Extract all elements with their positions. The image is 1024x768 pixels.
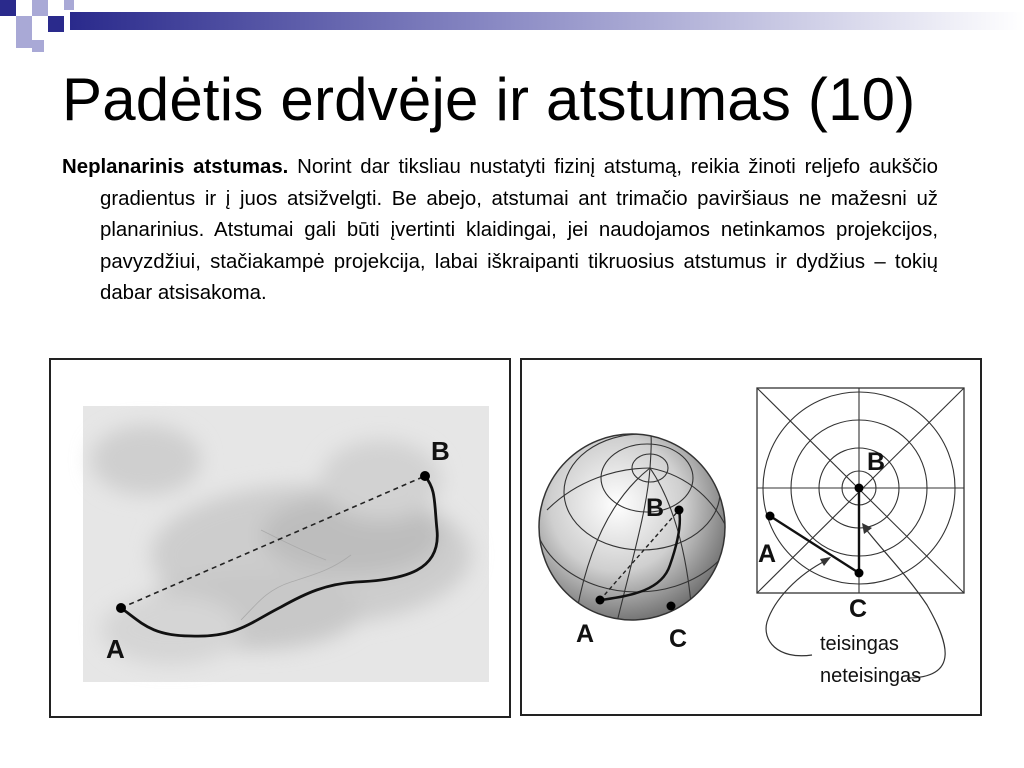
point-a-marker — [116, 603, 126, 613]
terrain-distance-diagram — [51, 360, 509, 716]
projection-distance-figure — [520, 358, 982, 716]
deco-square — [16, 16, 32, 32]
paragraph-text: Norint dar tiksliau nustatyti fizinį atstumą, reikia žinoti reljefo aukščio gradientus ir į juos atsižvelgti. Be abejo, atstumai ant trimačio paviršiaus ne mažesni už planarinius. Atstumai gali būti įvertinti klaidingai, jei naudojamos netinkamos projekcijos, pavyzdžiui, stačiakampė projekcija, labai iškraipanti tikruosius atstumus ir dydžius – tokių dabar atsisakoma. — [100, 156, 938, 304]
paragraph-lead-in: Neplanarinis atstumas. — [62, 156, 289, 178]
deco-square — [64, 0, 74, 10]
terrain-distance-figure — [49, 358, 511, 718]
globe-point-c-label: C — [669, 625, 688, 653]
point-a-label: A — [106, 634, 125, 664]
globe — [533, 420, 741, 653]
deco-square — [16, 32, 32, 48]
deco-square — [32, 0, 48, 16]
label-correct: teisingas — [820, 633, 899, 655]
proj-point-b-label: B — [867, 448, 886, 476]
label-incorrect: neteisingas — [820, 665, 922, 687]
proj-point-c-label: C — [849, 595, 868, 623]
header-gradient-bar — [70, 12, 1024, 30]
globe-point-b-label: B — [646, 494, 665, 522]
point-b-marker — [420, 471, 430, 481]
incorrect-distance-line — [770, 516, 859, 573]
deco-square — [32, 40, 44, 52]
azimuthal-projection — [757, 388, 964, 687]
point-b-label: B — [431, 436, 450, 466]
proj-point-a-label: A — [758, 540, 777, 568]
header-decoration — [0, 0, 1024, 60]
deco-square — [48, 16, 64, 32]
slide-title: Padėtis erdvėje ir atstumas (10) — [62, 66, 916, 133]
projection-distance-diagram — [522, 360, 980, 714]
globe-point-a-label: A — [576, 620, 595, 648]
deco-square — [0, 0, 16, 16]
body-paragraph — [62, 152, 938, 310]
